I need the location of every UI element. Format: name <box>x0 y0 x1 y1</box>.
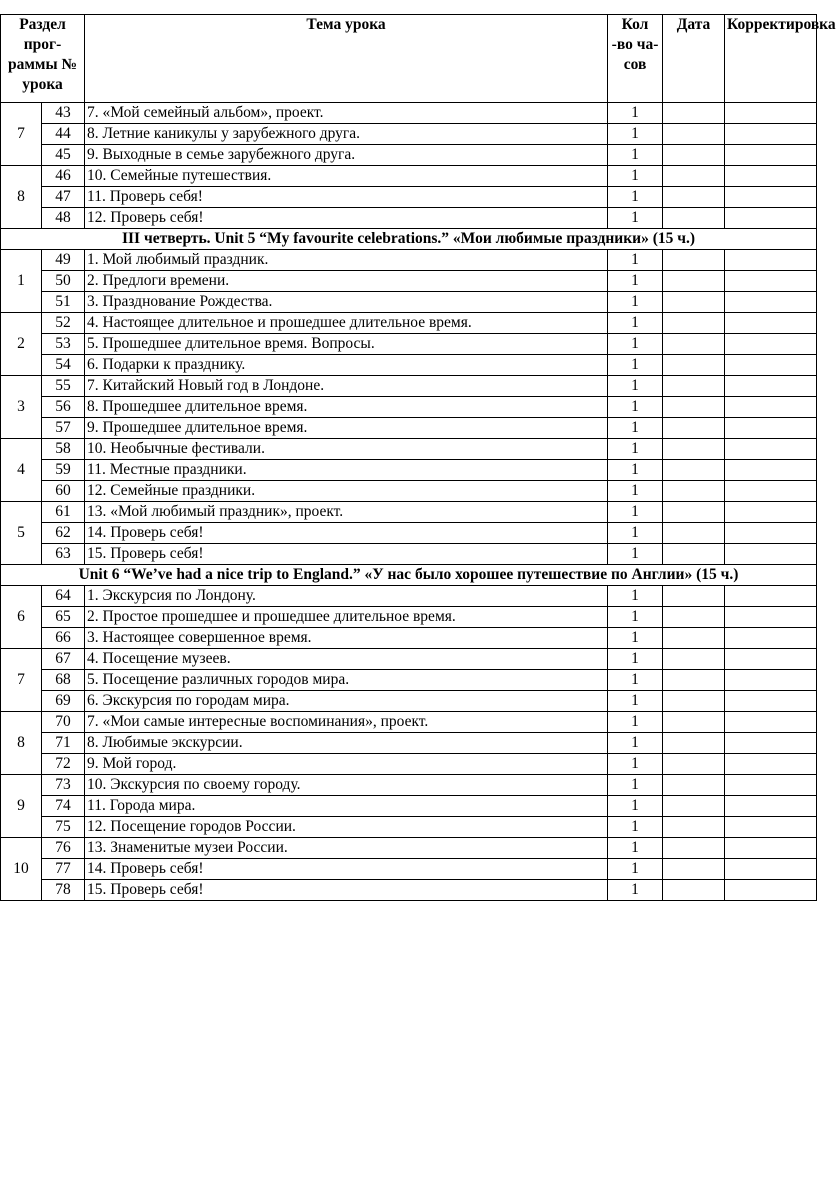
correction-cell[interactable] <box>725 523 817 544</box>
table-row <box>1 313 817 334</box>
lesson-topic: 13. Знаменитые музеи России. <box>85 838 608 859</box>
table-row <box>1 271 817 292</box>
lesson-topic: 12. Проверь себя! <box>85 208 608 229</box>
correction-cell[interactable] <box>725 859 817 880</box>
section-number: 7 <box>1 103 42 166</box>
correction-cell[interactable] <box>725 313 817 334</box>
lesson-hours: 1 <box>608 691 663 712</box>
correction-cell[interactable] <box>725 754 817 775</box>
table-row <box>1 502 817 523</box>
lesson-hours: 1 <box>608 460 663 481</box>
date-cell[interactable] <box>663 250 725 271</box>
correction-cell[interactable] <box>725 124 817 145</box>
table-body <box>1 103 817 901</box>
lesson-topic: 3. Настоящее совершенное время. <box>85 628 608 649</box>
lesson-number: 48 <box>42 208 85 229</box>
table-row <box>1 754 817 775</box>
lesson-number: 61 <box>42 502 85 523</box>
correction-cell[interactable] <box>725 460 817 481</box>
lesson-number: 44 <box>42 124 85 145</box>
lesson-number: 60 <box>42 481 85 502</box>
lesson-number: 74 <box>42 796 85 817</box>
date-cell[interactable] <box>663 460 725 481</box>
correction-cell[interactable] <box>725 292 817 313</box>
date-cell[interactable] <box>663 334 725 355</box>
correction-cell[interactable] <box>725 481 817 502</box>
header-row <box>1 15 817 103</box>
lesson-hours: 1 <box>608 334 663 355</box>
table-row <box>1 712 817 733</box>
section-number: 10 <box>1 838 42 901</box>
lesson-topic: 2. Простое прошедшее и прошедшее длительное время. <box>85 607 608 628</box>
lesson-topic: 10. Необычные фестивали. <box>85 439 608 460</box>
date-cell[interactable] <box>663 208 725 229</box>
lesson-hours: 1 <box>608 838 663 859</box>
table-row <box>1 880 817 901</box>
lesson-topic: 11. Проверь себя! <box>85 187 608 208</box>
lesson-topic: 6. Подарки к празднику. <box>85 355 608 376</box>
lesson-hours: 1 <box>608 292 663 313</box>
lesson-number: 53 <box>42 334 85 355</box>
correction-cell[interactable] <box>725 775 817 796</box>
date-cell[interactable] <box>663 355 725 376</box>
correction-cell[interactable] <box>725 502 817 523</box>
correction-cell[interactable] <box>725 376 817 397</box>
lesson-hours: 1 <box>608 103 663 124</box>
lesson-hours: 1 <box>608 880 663 901</box>
lesson-hours: 1 <box>608 586 663 607</box>
lesson-number: 72 <box>42 754 85 775</box>
lesson-number: 65 <box>42 607 85 628</box>
correction-cell[interactable] <box>725 250 817 271</box>
correction-cell[interactable] <box>725 103 817 124</box>
section-banner-row <box>1 565 817 586</box>
lesson-number: 46 <box>42 166 85 187</box>
lesson-hours: 1 <box>608 775 663 796</box>
lesson-topic: 10. Семейные путешествия. <box>85 166 608 187</box>
section-number: 8 <box>1 166 42 229</box>
lesson-number: 62 <box>42 523 85 544</box>
lesson-hours: 1 <box>608 733 663 754</box>
date-cell[interactable] <box>663 523 725 544</box>
correction-cell[interactable] <box>725 145 817 166</box>
section-number: 8 <box>1 712 42 775</box>
lesson-topic: 11. Города мира. <box>85 796 608 817</box>
lesson-topic: 10. Экскурсия по своему городу. <box>85 775 608 796</box>
lesson-hours: 1 <box>608 796 663 817</box>
lesson-topic: 4. Настоящее длительное и прошедшее длительное время. <box>85 313 608 334</box>
table-row <box>1 586 817 607</box>
lesson-hours: 1 <box>608 376 663 397</box>
date-cell[interactable] <box>663 817 725 838</box>
date-cell[interactable] <box>663 859 725 880</box>
correction-cell[interactable] <box>725 439 817 460</box>
lesson-number: 73 <box>42 775 85 796</box>
lesson-topic: 14. Проверь себя! <box>85 859 608 880</box>
table-row <box>1 859 817 880</box>
correction-cell[interactable] <box>725 628 817 649</box>
lesson-number: 54 <box>42 355 85 376</box>
lesson-number: 68 <box>42 670 85 691</box>
lesson-topic: 11. Местные праздники. <box>85 460 608 481</box>
date-cell[interactable] <box>663 187 725 208</box>
table-row <box>1 418 817 439</box>
correction-cell[interactable] <box>725 187 817 208</box>
section-banner: III четверть. Unit 5 “My favourite celebrations.” «Мои любимые праздники» (15 ч.) <box>1 229 817 250</box>
section-number: 2 <box>1 313 42 376</box>
lesson-number: 76 <box>42 838 85 859</box>
date-cell[interactable] <box>663 124 725 145</box>
table-row <box>1 250 817 271</box>
correction-cell[interactable] <box>725 733 817 754</box>
date-cell[interactable] <box>663 313 725 334</box>
section-banner-row <box>1 229 817 250</box>
table-row <box>1 124 817 145</box>
date-cell[interactable] <box>663 775 725 796</box>
section-number: 9 <box>1 775 42 838</box>
table-row <box>1 145 817 166</box>
section-number: 3 <box>1 376 42 439</box>
table-row <box>1 292 817 313</box>
table-row <box>1 334 817 355</box>
date-cell[interactable] <box>663 103 725 124</box>
lesson-topic: 14. Проверь себя! <box>85 523 608 544</box>
lesson-topic: 9. Мой город. <box>85 754 608 775</box>
date-cell[interactable] <box>663 439 725 460</box>
lesson-hours: 1 <box>608 208 663 229</box>
section-number: 5 <box>1 502 42 565</box>
table-header <box>1 15 836 103</box>
lesson-topic: 8. Прошедшее длительное время. <box>85 397 608 418</box>
lesson-topic: 12. Семейные праздники. <box>85 481 608 502</box>
date-cell[interactable] <box>663 649 725 670</box>
lesson-number: 59 <box>42 460 85 481</box>
lesson-number: 58 <box>42 439 85 460</box>
lesson-hours: 1 <box>608 145 663 166</box>
lesson-topic: 6. Экскурсия по городам мира. <box>85 691 608 712</box>
date-cell[interactable] <box>663 481 725 502</box>
lesson-number: 51 <box>42 292 85 313</box>
correction-cell[interactable] <box>725 544 817 565</box>
lesson-topic: 13. «Мой любимый праздник», проект. <box>85 502 608 523</box>
section-banner: Unit 6 “We’ve had a nice trip to England.” «У нас было хорошее путешествие по Англии» (15 ч.) <box>1 565 817 586</box>
lesson-hours: 1 <box>608 649 663 670</box>
lesson-topic: 5. Прошедшее длительное время. Вопросы. <box>85 334 608 355</box>
correction-cell[interactable] <box>725 691 817 712</box>
lesson-topic: 9. Прошедшее длительное время. <box>85 418 608 439</box>
lesson-number: 78 <box>42 880 85 901</box>
table-row <box>1 670 817 691</box>
lesson-number: 69 <box>42 691 85 712</box>
section-number: 1 <box>1 250 42 313</box>
lesson-number: 45 <box>42 145 85 166</box>
correction-cell[interactable] <box>725 607 817 628</box>
lesson-topic: 7. «Мой семейный альбом», проект. <box>85 103 608 124</box>
header-topic: Тема урока <box>85 15 608 103</box>
lesson-number: 47 <box>42 187 85 208</box>
date-cell[interactable] <box>663 712 725 733</box>
correction-cell[interactable] <box>725 586 817 607</box>
lesson-hours: 1 <box>608 250 663 271</box>
table-row <box>1 607 817 628</box>
correction-cell[interactable] <box>725 670 817 691</box>
lesson-hours: 1 <box>608 544 663 565</box>
lesson-hours: 1 <box>608 607 663 628</box>
lesson-number: 50 <box>42 271 85 292</box>
date-cell[interactable] <box>663 166 725 187</box>
lesson-topic: 8. Любимые экскурсии. <box>85 733 608 754</box>
correction-cell[interactable] <box>725 208 817 229</box>
lesson-hours: 1 <box>608 817 663 838</box>
date-cell[interactable] <box>663 271 725 292</box>
lesson-number: 64 <box>42 586 85 607</box>
lesson-hours: 1 <box>608 502 663 523</box>
lesson-topic: 2. Предлоги времени. <box>85 271 608 292</box>
correction-cell[interactable] <box>725 355 817 376</box>
lesson-topic: 9. Выходные в семье зарубежного друга. <box>85 145 608 166</box>
lesson-hours: 1 <box>608 523 663 544</box>
table-row <box>1 817 817 838</box>
lesson-number: 56 <box>42 397 85 418</box>
lesson-hours: 1 <box>608 187 663 208</box>
lesson-hours: 1 <box>608 271 663 292</box>
table-row <box>1 796 817 817</box>
table-row <box>1 460 817 481</box>
lesson-topic: 15. Проверь себя! <box>85 880 608 901</box>
correction-cell[interactable] <box>725 418 817 439</box>
lesson-number: 66 <box>42 628 85 649</box>
correction-cell[interactable] <box>725 271 817 292</box>
correction-cell[interactable] <box>725 880 817 901</box>
lesson-number: 63 <box>42 544 85 565</box>
lesson-number: 71 <box>42 733 85 754</box>
lesson-topic: 1. Экскурсия по Лондону. <box>85 586 608 607</box>
date-cell[interactable] <box>663 691 725 712</box>
lesson-number: 57 <box>42 418 85 439</box>
correction-cell[interactable] <box>725 796 817 817</box>
lesson-hours: 1 <box>608 712 663 733</box>
table-row <box>1 544 817 565</box>
date-cell[interactable] <box>663 586 725 607</box>
lesson-topic: 4. Посещение музеев. <box>85 649 608 670</box>
date-cell[interactable] <box>663 145 725 166</box>
date-cell[interactable] <box>663 628 725 649</box>
table-row <box>1 439 817 460</box>
lesson-hours: 1 <box>608 355 663 376</box>
table-row <box>1 775 817 796</box>
date-cell[interactable] <box>663 796 725 817</box>
lesson-topic: 15. Проверь себя! <box>85 544 608 565</box>
lesson-number: 77 <box>42 859 85 880</box>
date-cell[interactable] <box>663 376 725 397</box>
table-row <box>1 733 817 754</box>
lesson-topic: 7. «Мои самые интересные воспоминания», проект. <box>85 712 608 733</box>
table-row <box>1 187 817 208</box>
lesson-topic: 3. Празднование Рождества. <box>85 292 608 313</box>
header-date: Дата <box>663 15 725 103</box>
header-correction: Корректировка <box>725 15 817 103</box>
lesson-number: 55 <box>42 376 85 397</box>
lesson-hours: 1 <box>608 418 663 439</box>
correction-cell[interactable] <box>725 649 817 670</box>
table-row <box>1 838 817 859</box>
date-cell[interactable] <box>663 880 725 901</box>
date-cell[interactable] <box>663 544 725 565</box>
lesson-topic: 1. Мой любимый праздник. <box>85 250 608 271</box>
correction-cell[interactable] <box>725 838 817 859</box>
table-row <box>1 523 817 544</box>
table-row <box>1 376 817 397</box>
section-number: 6 <box>1 586 42 649</box>
lesson-number: 52 <box>42 313 85 334</box>
lesson-hours: 1 <box>608 754 663 775</box>
date-cell[interactable] <box>663 607 725 628</box>
lesson-hours: 1 <box>608 124 663 145</box>
lesson-topic: 7. Китайский Новый год в Лондоне. <box>85 376 608 397</box>
lesson-hours: 1 <box>608 628 663 649</box>
correction-cell[interactable] <box>725 712 817 733</box>
lesson-number: 70 <box>42 712 85 733</box>
table-row <box>1 691 817 712</box>
lesson-topic: 12. Посещение городов России. <box>85 817 608 838</box>
date-cell[interactable] <box>663 670 725 691</box>
lesson-hours: 1 <box>608 439 663 460</box>
correction-cell[interactable] <box>725 166 817 187</box>
lesson-hours: 1 <box>608 313 663 334</box>
lesson-number: 67 <box>42 649 85 670</box>
header-section: Раздел прог- раммы № урока <box>1 15 85 103</box>
correction-cell[interactable] <box>725 817 817 838</box>
table-row <box>1 355 817 376</box>
section-number: 4 <box>1 439 42 502</box>
date-cell[interactable] <box>663 397 725 418</box>
lesson-number: 43 <box>42 103 85 124</box>
table-row <box>1 628 817 649</box>
table-row <box>1 649 817 670</box>
table-row <box>1 208 817 229</box>
lesson-topic: 8. Летние каникулы у зарубежного друга. <box>85 124 608 145</box>
table-row <box>1 481 817 502</box>
date-cell[interactable] <box>663 292 725 313</box>
correction-cell[interactable] <box>725 397 817 418</box>
date-cell[interactable] <box>663 418 725 439</box>
lesson-plan-table <box>0 14 836 901</box>
date-cell[interactable] <box>663 838 725 859</box>
lesson-hours: 1 <box>608 166 663 187</box>
lesson-hours: 1 <box>608 859 663 880</box>
table-row <box>1 166 817 187</box>
lesson-hours: 1 <box>608 397 663 418</box>
table-row <box>1 397 817 418</box>
lesson-number: 49 <box>42 250 85 271</box>
lesson-topic: 5. Посещение различных городов мира. <box>85 670 608 691</box>
date-cell[interactable] <box>663 733 725 754</box>
header-hours: Кол -во ча- сов <box>608 15 663 103</box>
correction-cell[interactable] <box>725 334 817 355</box>
lesson-number: 75 <box>42 817 85 838</box>
lesson-hours: 1 <box>608 670 663 691</box>
table-row <box>1 103 817 124</box>
lesson-hours: 1 <box>608 481 663 502</box>
date-cell[interactable] <box>663 754 725 775</box>
section-number: 7 <box>1 649 42 712</box>
date-cell[interactable] <box>663 502 725 523</box>
